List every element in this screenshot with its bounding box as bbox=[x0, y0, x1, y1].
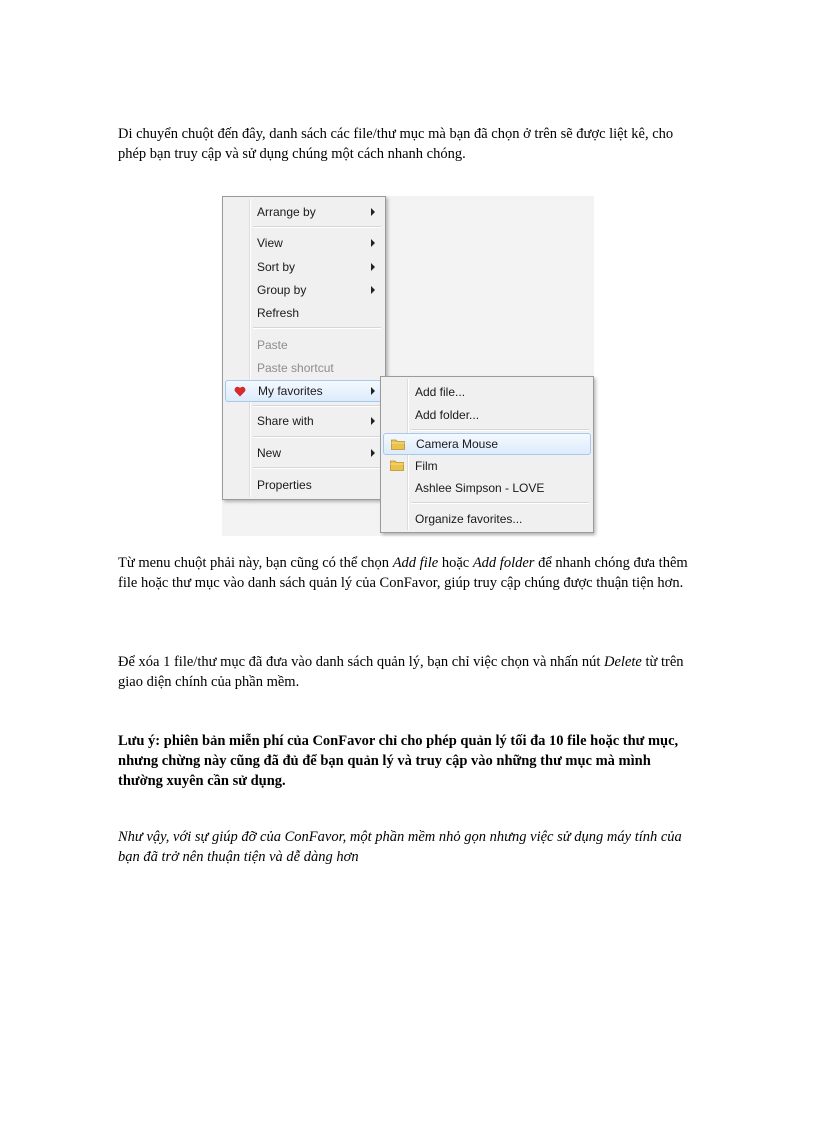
submenu-arrow-icon bbox=[371, 286, 375, 294]
paragraph-note: Lưu ý: phiên bản miễn phí của ConFavor chỉ cho phép quản lý tối đa 10 file hoặc thư mục, nhưng chừng này cũng đã đủ để bạn quản lý và truy cập vào những thư mục mà mình thường xuyên cần sử dụng. bbox=[118, 733, 679, 789]
folder-icon bbox=[390, 459, 404, 471]
submenu-arrow-icon bbox=[371, 263, 375, 271]
favorites-submenu bbox=[380, 376, 594, 533]
menu-separator bbox=[253, 327, 381, 329]
paragraph-delete: Để xóa 1 file/thư mục đã đưa vào danh sách quản lý, bạn chỉ việc chọn và nhấn nút Delete từ trên giao diện chính của phần mềm. bbox=[118, 654, 684, 690]
menu-separator bbox=[253, 436, 381, 438]
menu-separator bbox=[253, 467, 381, 469]
submenu-arrow-icon bbox=[371, 239, 375, 247]
menu-separator bbox=[411, 502, 589, 504]
menu-item-properties[interactable]: Properties bbox=[257, 478, 312, 492]
submenu-item-organize-favorites[interactable]: Organize favorites... bbox=[415, 512, 523, 526]
menu-item-new[interactable]: New bbox=[225, 442, 383, 464]
folder-icon bbox=[391, 438, 405, 450]
submenu-item-add-folder[interactable]: Add folder... bbox=[415, 408, 480, 422]
context-menu bbox=[222, 196, 386, 500]
menu-separator bbox=[253, 405, 381, 407]
paragraph-add-items: Từ menu chuột phải này, bạn cũng có thể chọn Add file hoặc Add folder để nhanh chóng đưa thêm file hoặc thư mục vào danh sách quản lý của ConFavor, giúp truy cập chúng được thuận tiện hơn. bbox=[118, 555, 688, 591]
menu-item-my-favorites[interactable]: My favorites bbox=[225, 380, 383, 402]
menu-separator bbox=[253, 226, 381, 228]
submenu-item-ashlee-simpson-love[interactable]: Ashlee Simpson - LOVE bbox=[415, 481, 545, 495]
menu-separator bbox=[411, 429, 589, 431]
menu-item-refresh[interactable]: Refresh bbox=[257, 306, 300, 320]
submenu-item-camera-mouse[interactable]: Camera Mouse bbox=[383, 433, 591, 455]
submenu-arrow-icon bbox=[371, 387, 375, 395]
submenu-arrow-icon bbox=[371, 449, 375, 457]
menu-item-group-by[interactable]: Group by bbox=[225, 279, 383, 301]
menu-item-arrange-by[interactable]: Arrange by bbox=[225, 201, 383, 223]
menu-item-share-with[interactable]: Share with bbox=[225, 410, 383, 432]
paragraph-conclusion: Như vậy, với sự giúp đỡ của ConFavor, một phần mềm nhỏ gọn nhưng việc sử dụng máy tính của bạn đã trở nên thuận tiện và dễ dàng hơn bbox=[118, 829, 682, 865]
submenu-item-film[interactable]: Film bbox=[383, 455, 591, 477]
context-menu-screenshot bbox=[222, 196, 594, 536]
menu-item-paste: Paste bbox=[257, 338, 288, 352]
menu-item-view[interactable]: View bbox=[225, 232, 383, 254]
menu-item-paste-shortcut: Paste shortcut bbox=[257, 361, 334, 375]
heart-icon bbox=[234, 386, 246, 397]
submenu-item-add-file[interactable]: Add file... bbox=[415, 385, 466, 399]
submenu-arrow-icon bbox=[371, 208, 375, 216]
paragraph-intro: Di chuyển chuột đến đây, danh sách các file/thư mục mà bạn đã chọn ở trên sẽ được liệt kê, cho phép bạn truy cập và sử dụng chúng một cách nhanh chóng. bbox=[118, 126, 674, 162]
submenu-arrow-icon bbox=[371, 417, 375, 425]
menu-item-sort-by[interactable]: Sort by bbox=[225, 256, 383, 278]
